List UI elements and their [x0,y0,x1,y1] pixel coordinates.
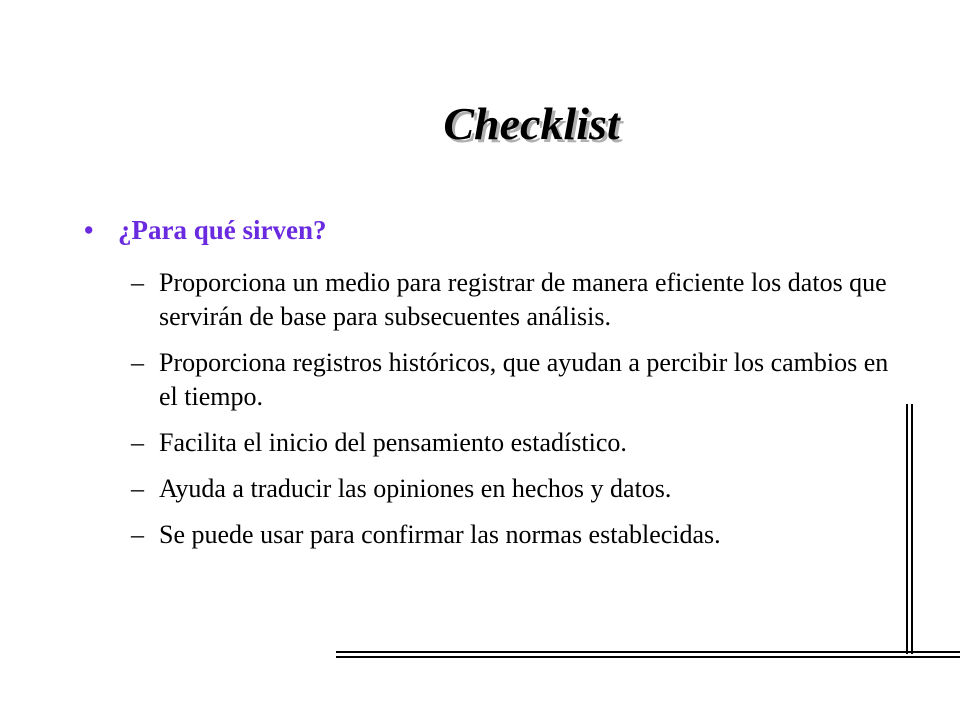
bullet-icon: • [84,215,94,245]
slide-title: Checklist [443,98,620,149]
decorative-frame-line [336,656,960,658]
list-item [131,346,891,414]
dash-icon: – [131,520,144,549]
list-item-text: Facilita el inicio del pensamiento estadístico. [159,428,627,457]
list-item-text: Se puede usar para confirmar las normas establecidas. [159,520,721,549]
list-item [131,518,891,552]
list-item [131,426,891,460]
bullet-question: ¿Para qué sirven? [118,215,327,245]
dash-icon: – [131,268,144,297]
sub-list [131,266,891,564]
list-item-text: Ayuda a traducir las opiniones en hechos y datos. [159,474,672,503]
decorative-frame-line [336,651,960,653]
list-item [131,472,891,506]
dash-icon: – [131,348,144,377]
list-item-text: Proporciona registros históricos, que ayudan a percibir los cambios en el tiempo. [159,348,889,411]
dash-icon: – [131,474,144,503]
decorative-frame-line [906,404,908,654]
dash-icon: – [131,428,144,457]
list-item [131,266,891,334]
decorative-frame-line [911,404,913,654]
list-item-text: Proporciona un medio para registrar de manera eficiente los datos que servirán de base para subsecuentes análisis. [159,268,887,331]
main-bullet [84,214,327,246]
